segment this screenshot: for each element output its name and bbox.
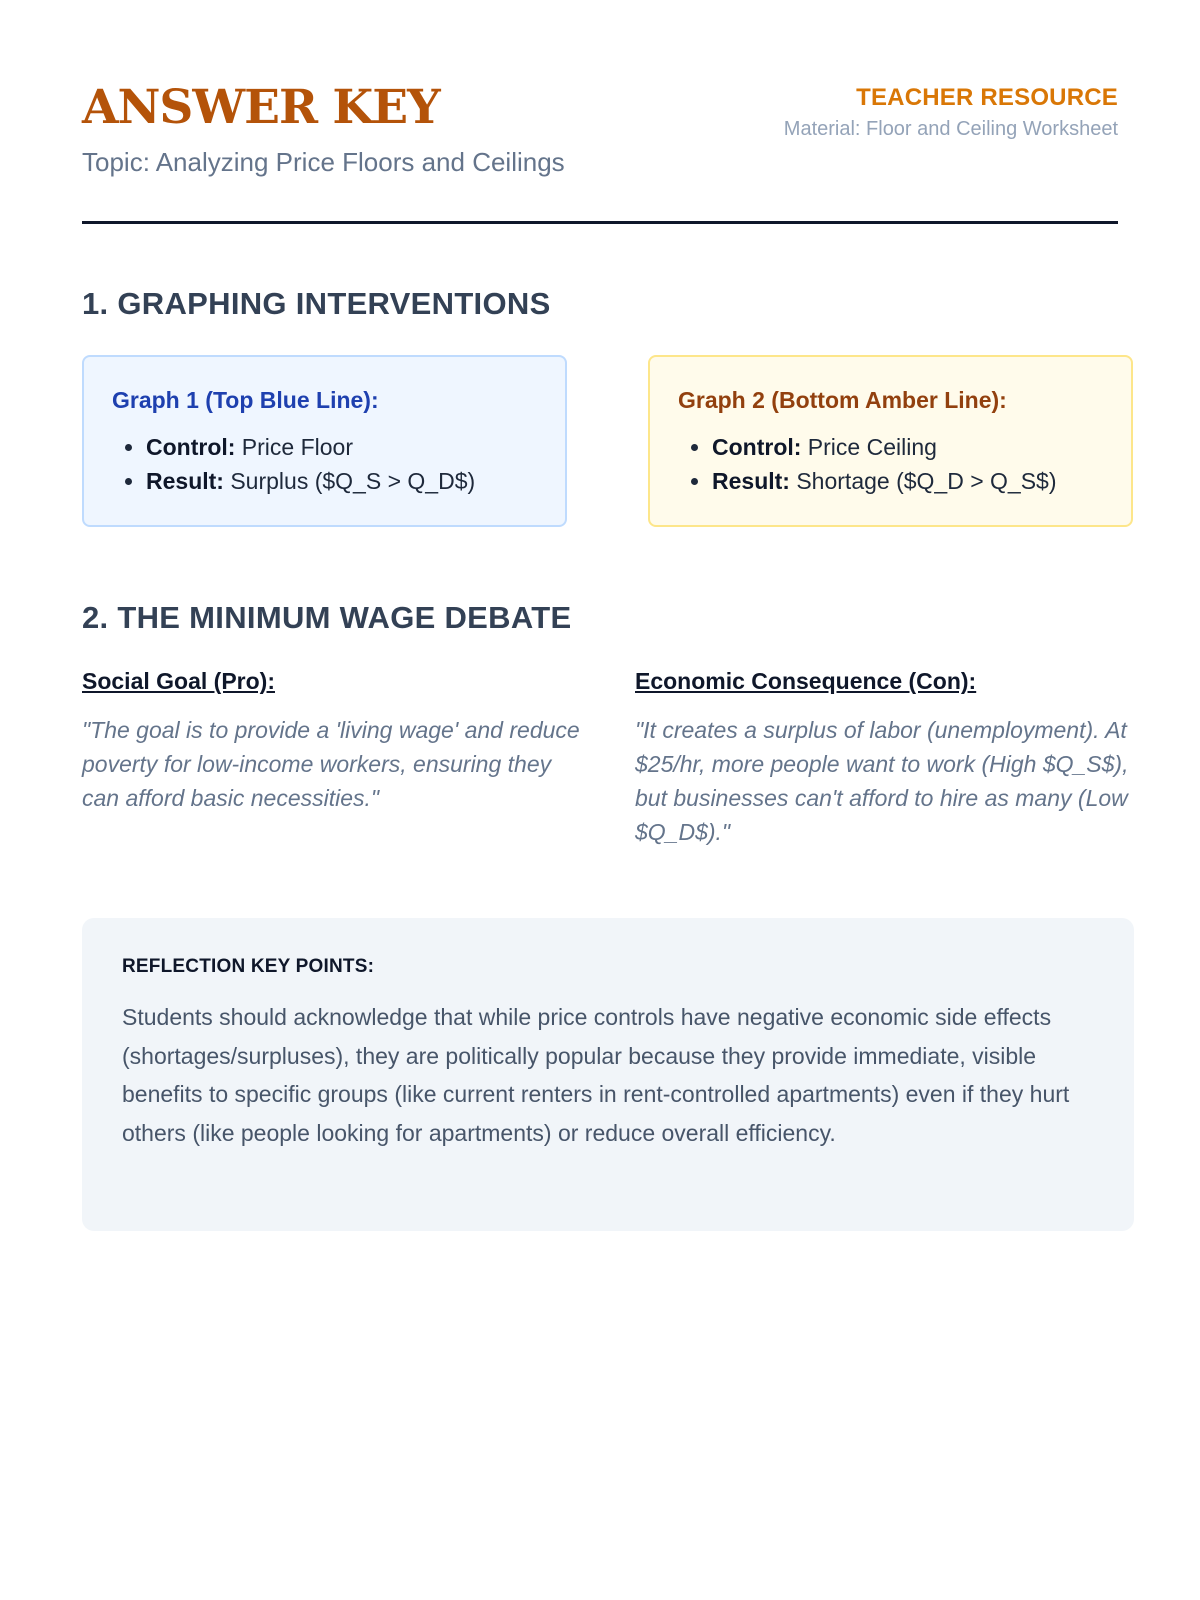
control-label: Control: <box>712 434 802 460</box>
material-label: Material: Floor and Ceiling Worksheet <box>783 118 1118 140</box>
teacher-resource-label: TEACHER RESOURCE <box>856 84 1118 111</box>
section-heading-graphing: 1. GRAPHING INTERVENTIONS <box>82 286 551 321</box>
list-item <box>146 430 537 464</box>
result-value: Surplus ($Q_S > Q_D$) <box>223 468 476 494</box>
con-label: Economic Consequence (Con): <box>635 668 977 694</box>
con-quote: "It creates a surplus of labor (unemployment). At $25/hr, more people want to work (High $Q_S$), but businesses can't afford to hire as many (Low $Q_D$)." <box>635 717 1129 845</box>
list-item <box>712 464 1103 498</box>
graph-1-title: Graph 1 (Top Blue Line): <box>112 387 379 413</box>
reflection-body: Students should acknowledge that while price controls have negative economic side effects (shortages/surpluses), they are politically popular because they provide immediate, visible benefits to specific groups (like current renters in rent-controlled apartments) even if they hurt others (like people looking for apartments) or reduce overall efficiency. <box>122 1004 1070 1146</box>
pro-column <box>82 668 582 815</box>
page-title: ANSWER KEY <box>82 80 440 135</box>
list-item <box>146 464 537 498</box>
graph-2-title: Graph 2 (Bottom Amber Line): <box>678 387 1007 413</box>
graph-2-card <box>648 355 1133 527</box>
pro-quote: "The goal is to provide a 'living wage' and reduce poverty for low-income workers, ensuring they can afford basic necessities." <box>82 717 580 811</box>
control-label: Control: <box>146 434 236 460</box>
graph-1-card <box>82 355 567 527</box>
topic-subtitle: Topic: Analyzing Price Floors and Ceilings <box>82 147 565 177</box>
pro-label: Social Goal (Pro): <box>82 668 275 694</box>
control-value: Price Floor <box>235 434 354 460</box>
reflection-title: REFLECTION KEY POINTS: <box>122 956 375 977</box>
graph-1-list <box>112 430 537 498</box>
reflection-box <box>82 918 1134 1231</box>
list-item <box>712 430 1103 464</box>
resource-info <box>784 84 1118 141</box>
graph-2-list <box>678 430 1103 498</box>
result-value: Shortage ($Q_D > Q_S$) <box>789 468 1057 494</box>
result-label: Result: <box>712 468 790 494</box>
result-label: Result: <box>146 468 224 494</box>
document-header <box>82 0 1118 224</box>
section-heading-minimum-wage: 2. THE MINIMUM WAGE DEBATE <box>82 600 572 635</box>
control-value: Price Ceiling <box>801 434 937 460</box>
con-column <box>635 668 1135 849</box>
